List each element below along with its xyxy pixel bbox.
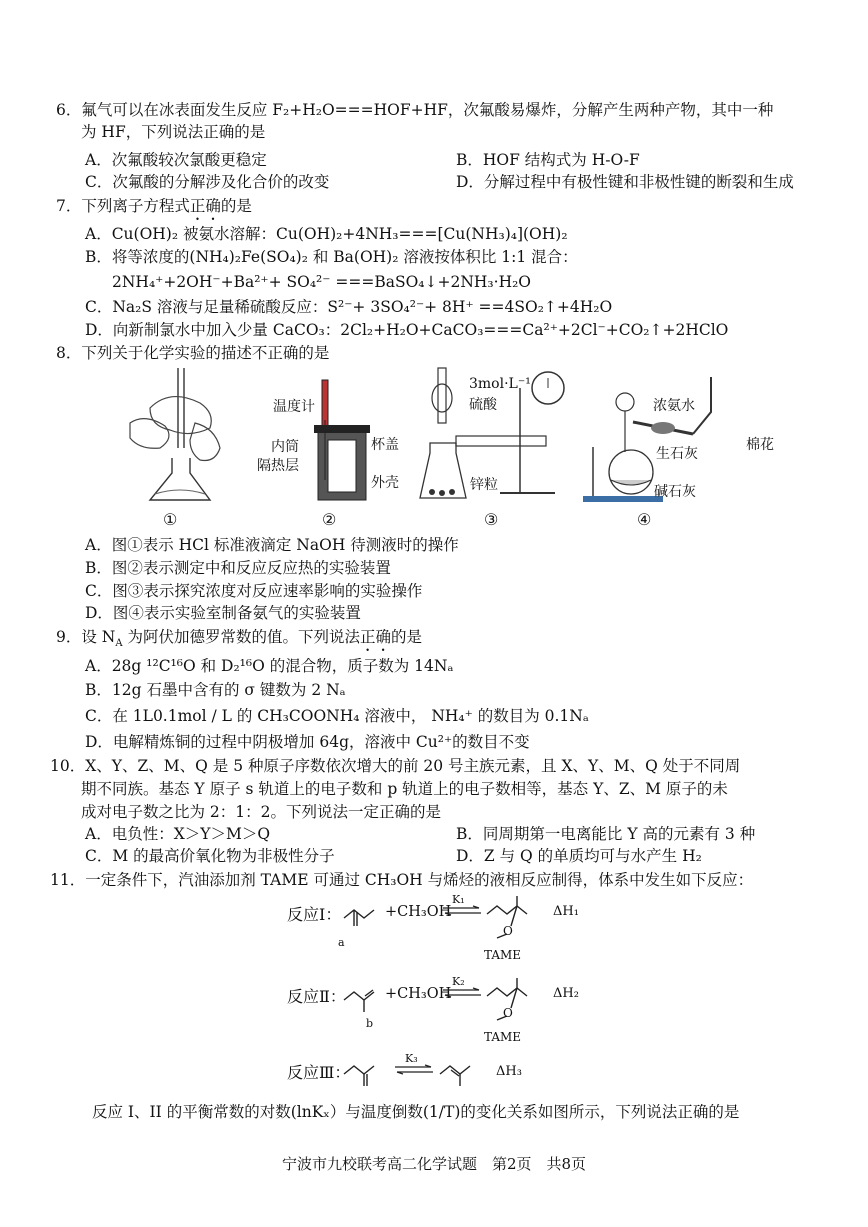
q9-stem-pre: 9．设 N [56, 628, 116, 646]
q7-stem-post: 的是 [220, 197, 252, 215]
q11-stem: 11．一定条件下，汽油添加剂 TAME 可通过 CH₃OH 与烯烃的液相反应制得，体系中发生如下反应： [50, 871, 754, 889]
q9-option-b: B．12g 石墨中含有的 σ 键数为 2 Nₐ [85, 681, 346, 699]
q8-option-d: D．图④表示实验室制备氨气的实验装置 [85, 604, 361, 622]
q9-option-d: D．电解精炼铜的过程中阴极增加 64g，溶液中 Cu²⁺的数目不变 [85, 733, 530, 751]
reaction-3-k: K₃ [405, 1052, 418, 1065]
label-soda-lime: 碱石灰 [654, 484, 696, 500]
reaction-2-reagent: +CH₃OH [385, 986, 452, 1002]
q9-option-a: A．28g ¹²C¹⁶O 和 D₂¹⁶O 的混合物，质子数为 14Nₐ [85, 657, 454, 675]
reaction-1-reagent: +CH₃OH [385, 904, 452, 920]
reaction-2-oxygen: O [503, 1006, 513, 1020]
q7-option-a: A．Cu(OH)₂ 被氨水溶解：Cu(OH)₂+4NH₃===[Cu(NH₃)₄](OH)₂ [85, 225, 568, 243]
q6-option-d: D．分解过程中有极性键和非极性键的断裂和生成 [456, 173, 794, 191]
q8-option-c: C．图③表示探究浓度对反应速率影响的实验操作 [85, 582, 423, 600]
q7-stem-pre: 7．下列离子方程式 [56, 197, 190, 215]
figure-3-number: ③ [484, 510, 499, 529]
q9-option-c: C．在 1L0.1mol / L 的 CH₃COONH₄ 溶液中， NH₄⁺ 的数目为 0.1Nₐ [85, 707, 589, 725]
label-lid: 杯盖 [371, 437, 399, 453]
q10-stem-line2: 期不同族。基态 Y 原子 s 轨道上的电子数和 p 轨道上的电子数相等，基态 Y、Z、M 原子的未 [81, 780, 728, 798]
q6-option-b: B．HOF 结构式为 H-O-F [456, 151, 640, 169]
reaction-2-k: K₂ [452, 975, 465, 988]
q10-option-c: C．M 的最高价氧化物为非极性分子 [85, 847, 335, 865]
label-ammonia: 浓氨水 [653, 398, 695, 414]
reaction-1-k: K₁ [452, 893, 465, 906]
q9-stem-keyword: 正确 [360, 628, 392, 646]
reaction-1-oxygen: O [503, 924, 513, 938]
molecule-a-label: a [338, 936, 345, 949]
q6-stem-line1: 6．氟气可以在冰表面发生反应 F₂+H₂O===HOF+HF，次氟酸易爆炸，分解产生两种产物，其中一种 [56, 101, 774, 119]
reaction-1-tame: TAME [484, 948, 522, 962]
q10-stem-line3: 成对电子数之比为 2：1：2。下列说法一定正确的是 [81, 803, 442, 821]
figure-1-titration [120, 368, 230, 508]
reaction-1-dh: ΔH₁ [553, 904, 579, 919]
equilibrium-arrow-1 [443, 906, 481, 916]
label-inner-cup: 内筒 [271, 439, 299, 455]
figure-2-calorimeter [312, 380, 372, 510]
q6-option-a: A．次氟酸较次氯酸更稳定 [85, 151, 267, 169]
label-acid-concentration: 3mol·L⁻¹ [469, 376, 531, 392]
reaction-1-label: 反应Ⅰ： [287, 905, 342, 924]
q9-stem [56, 627, 422, 655]
q8-stem: 8．下列关于化学实验的描述不正确的是 [56, 344, 330, 362]
q7-option-b-line1: B．将等浓度的(NH₄)₂Fe(SO₄)₂ 和 Ba(OH)₂ 溶液按体积比 1:1 混合： [85, 248, 578, 266]
q7-option-b-line2: 2NH₄⁺+2OH⁻+Ba²⁺+ SO₄²⁻ ===BaSO₄↓+2NH₃·H₂O [112, 273, 532, 291]
figure-4-number: ④ [637, 510, 652, 529]
q8-option-b: B．图②表示测定中和反应反应热的实验装置 [85, 559, 391, 577]
q6-stem-line2: 为 HF，下列说法正确的是 [81, 123, 266, 141]
figure-1-number: ① [163, 510, 178, 529]
q10-stem-line1: 10．X、Y、Z、M、Q 是 5 种原子序数依次增大的前 20 号主族元素，且 X、Y、M、Q 处于不同周 [50, 757, 741, 775]
reaction-2-reactant-b [342, 978, 382, 1018]
label-outer-shell: 外壳 [371, 475, 399, 491]
label-thermometer: 温度计 [273, 399, 315, 415]
q7-option-d: D．向新制氯水中加入少量 CaCO₃：2Cl₂+H₂O+CaCO₃===Ca²⁺+2Cl⁻+CO₂↑+2HClO [85, 321, 729, 339]
q10-option-d: D．Z 与 Q 的单质均可与水产生 H₂ [456, 847, 702, 865]
figure-2-number: ② [322, 510, 337, 529]
reaction-2-tame: TAME [484, 1030, 522, 1044]
q7-option-c: C．Na₂S 溶液与足量稀硫酸反应：S²⁻+ 3SO₄²⁻+ 8H⁺ ==4SO₂↑+4H₂O [85, 298, 613, 316]
q8-option-a: A．图①表示 HCl 标准液滴定 NaOH 待测液时的操作 [85, 536, 459, 554]
reaction-2-dh: ΔH₂ [553, 986, 579, 1001]
equilibrium-arrow-2 [443, 988, 481, 998]
reaction-3-dh: ΔH₃ [496, 1064, 522, 1079]
reaction-3-product-b [438, 1056, 478, 1088]
q11-tail: 反应 I、II 的平衡常数的对数(lnKₓ）与温度倒数(1/T)的变化关系如图所示，下列说法正确的是 [92, 1103, 740, 1121]
equilibrium-arrow-3 [395, 1065, 433, 1075]
label-insulation: 隔热层 [257, 458, 299, 474]
reaction-2-label: 反应Ⅱ： [287, 987, 346, 1006]
q9-stem-mid: 为阿伏加德罗常数的值。下列说法 [122, 628, 361, 646]
label-cotton: 棉花 [746, 437, 774, 453]
q10-option-b: B．同周期第一电离能比 Y 高的元素有 3 种 [456, 825, 756, 843]
label-quicklime: 生石灰 [656, 446, 698, 462]
q7-stem-keyword: 正确 [189, 197, 221, 215]
label-zinc: 锌粒 [470, 477, 498, 493]
reaction-3-label: 反应Ⅲ： [287, 1063, 351, 1082]
q6-option-c: C．次氟酸的分解涉及化合价的改变 [85, 173, 330, 191]
q9-stem-post: 的是 [391, 628, 423, 646]
q7-stem [56, 196, 252, 224]
page-footer: 宁波市九校联考高二化学试题 第2页 共8页 [281, 1155, 587, 1173]
q10-option-a: A．电负性：X＞Y＞M＞Q [85, 825, 271, 843]
molecule-b-label: b [366, 1017, 374, 1030]
reaction-3-reactant-a [342, 1056, 382, 1088]
q9-stem-sub: A [115, 638, 123, 650]
reaction-1-reactant-a [342, 896, 382, 936]
label-acid: 硫酸 [469, 397, 497, 413]
